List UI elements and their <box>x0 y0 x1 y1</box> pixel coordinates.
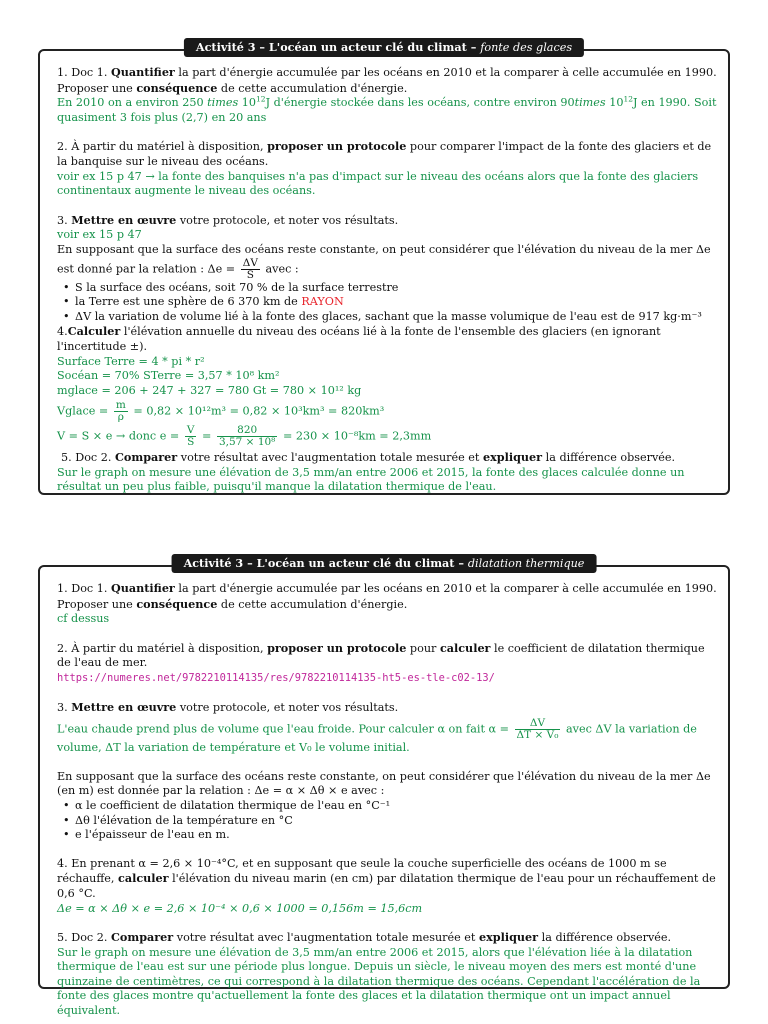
list-item: • ΔV la variation de volume lié à la fonte des glaces, sachant que la masse volumique de l'eau est de 917 kg·m⁻³ <box>75 310 717 325</box>
question-2: 2. À partir du matériel à disposition, proposer un protocole pour calculer le coefficient de dilatation thermique de l'eau de mer. <box>57 640 705 670</box>
question-3: 3. Mettre en œuvre votre protocole, et noter vos résultats. <box>57 212 399 227</box>
activity-title <box>172 554 597 573</box>
relation-intro: En supposant que la surface des océans reste constante, on peut considérer que l'élévation du niveau de la mer Δe est donné par la relation : Δe = $\frac{\Delta V}{S}$ avec : <box>57 242 711 281</box>
answer-3: L'eau chaude prend plus de volume que l'eau froide. Pour calculer α on fait α = $\frac{\Delta V}{\text{ΔT × V₀}}$ avec ΔV la variation de volume, ΔT la variation de température et V₀ le volume initial. <box>57 717 697 755</box>
activity-card-dilatation-thermique <box>38 556 730 1018</box>
activity-title <box>184 38 584 57</box>
answer-5: Sur le graph on mesure une élévation de 3,5 mm/an entre 2006 et 2015, alors que l'élévation liée à la dilatation thermique de l'eau est sur une période plus longue. Depuis un siècle, le niveau moyen des mers est monté d'une quinzaine de centimètres, ce qui correspond à la dilatation thermique des océans. Cependant l'accélération de la fonte des glaces montre qu'actuellement la fonte des glaces et la dilatation thermique ont un impact annuel équivalent. <box>57 945 701 1018</box>
activity-card-fonte-des-glaces <box>38 40 730 495</box>
list-item: • S la surface des océans, soit 70 % de la surface terrestre <box>75 281 717 296</box>
calc-line: Vglace = $\frac{m}{\rho}$ = 0,82 × 10¹²m³ = 0,82 × 10³km³ = 820km³ <box>57 399 385 424</box>
answer-2: voir ex 15 p 47 → la fonte des banquises n'a pas d'impact sur le niveau des océans alors que la fonte des glaciers continentaux augmente le niveau des océans. <box>57 169 699 198</box>
resource-link[interactable] <box>57 671 717 686</box>
question-4: 4.Calculer l'élévation annuelle du niveau des océans lié à la fonte de l'ensemble des glaciers (en ignorant l'incertitude ±). <box>57 324 661 353</box>
answer-4: Δe = α × Δθ × e = 2,6 × 10⁻⁴ × 0,6 × 1000 = 0,156m = 15,6cm <box>57 901 423 915</box>
highlight-rayon: RAYON <box>301 295 344 309</box>
calculation-block <box>57 355 717 449</box>
calc-line: Socéan = 70% STerre = 3,57 * 10⁸ km² <box>57 369 280 383</box>
list-item: • la Terre est une sphère de 6 370 km de RAYON <box>75 295 717 310</box>
question-4: 4. En prenant α = 2,6 × 10⁻⁴°C, et en supposant que seule la couche superficielle des océans de 1000 m se réchauffe, calculer l'élévation du niveau marin (en cm) par dilatation thermique de l'eau pour un réchauffement de 0,6 °C. <box>57 856 716 900</box>
variables-list <box>57 799 717 843</box>
answer-1: cf dessus <box>57 612 110 626</box>
answer-1: En 2010 on a environ 250 times $10^{12}J$ d'énergie stockée dans les océans, contre environ 90times $10^{12}J$ en 1990. Soit quasiment 3 fois plus (2,7) en 20 ans <box>57 94 717 124</box>
fraction-alpha: $\frac{\Delta V}{\text{ΔT × V₀}}$ <box>516 717 559 742</box>
calc-line: Surface Terre = 4 * pi * r² <box>57 354 205 368</box>
fraction-dv-s: $\frac{\Delta V}{S}$ <box>242 256 258 281</box>
title-text: Activité 3 – L'océan un acteur clé du climat – <box>195 40 477 54</box>
resource-url[interactable]: https://numeres.net/9782210114135/res/9782210114135-ht5-es-tle-c02-13/ <box>57 671 495 684</box>
question-3: 3. Mettre en œuvre votre protocole, et noter vos résultats. <box>57 699 399 714</box>
calc-line: V = S × e → donc e = $\frac{V}{S}$ = $\frac{820}{\text{3,57 × 10⁸}}$ = 230 × 10⁻⁸km = 2,3mm <box>57 424 432 449</box>
list-item: • e l'épaisseur de l'eau en m. <box>75 828 717 843</box>
answer-3: voir ex 15 p 47 <box>57 228 142 242</box>
list-item: • α le coefficient de dilatation thermique de l'eau en °C⁻¹ <box>75 799 717 814</box>
list-item: • Δθ l'élévation de la température en °C <box>75 814 717 829</box>
question-2: 2. À partir du matériel à disposition, proposer un protocole pour comparer l'impact de la fonte des glaciers et de la banquise sur le niveau des océans. <box>57 139 712 168</box>
title-text: Activité 3 – L'océan un acteur clé du climat – <box>183 556 464 570</box>
relation-intro: En supposant que la surface des océans reste constante, on peut considérer que l'élévation du niveau de la mer Δe (en m) est donnée par la relation : Δe = α × Δθ × e avec : <box>57 769 711 798</box>
question-1: 1. Doc 1. Quantifier la part d'énergie accumulée par les océans en 2010 et la comparer à celle accumulée en 1990. Proposer une conséquence de cette accumulation d'énergie. <box>57 581 717 611</box>
title-subtitle: fonte des glaces <box>480 41 573 54</box>
title-subtitle: dilatation thermique <box>467 557 585 570</box>
calc-line: mglace = 206 + 247 + 327 = 780 Gt = 780 × 10¹² kg <box>57 383 362 397</box>
variables-list <box>57 281 717 325</box>
question-5: 5. Doc 2. Comparer votre résultat avec l'augmentation totale mesurée et expliquer la différence observée. <box>57 930 672 945</box>
answer-5: Sur le graph on mesure une élévation de 3,5 mm/an entre 2006 et 2015, la fonte des glaces calculée donne un résultat un peu plus faible, puisqu'il manque la dilatation thermique de l'eau. <box>57 465 685 494</box>
question-1: 1. Doc 1. Quantifier la part d'énergie accumulée par les océans en 2010 et la comparer à celle accumulée en 1990. Proposer une conséquence de cette accumulation d'énergie. <box>57 65 717 95</box>
question-5: 5. Doc 2. Comparer votre résultat avec l'augmentation totale mesurée et expliquer la différence observée. <box>61 450 676 465</box>
